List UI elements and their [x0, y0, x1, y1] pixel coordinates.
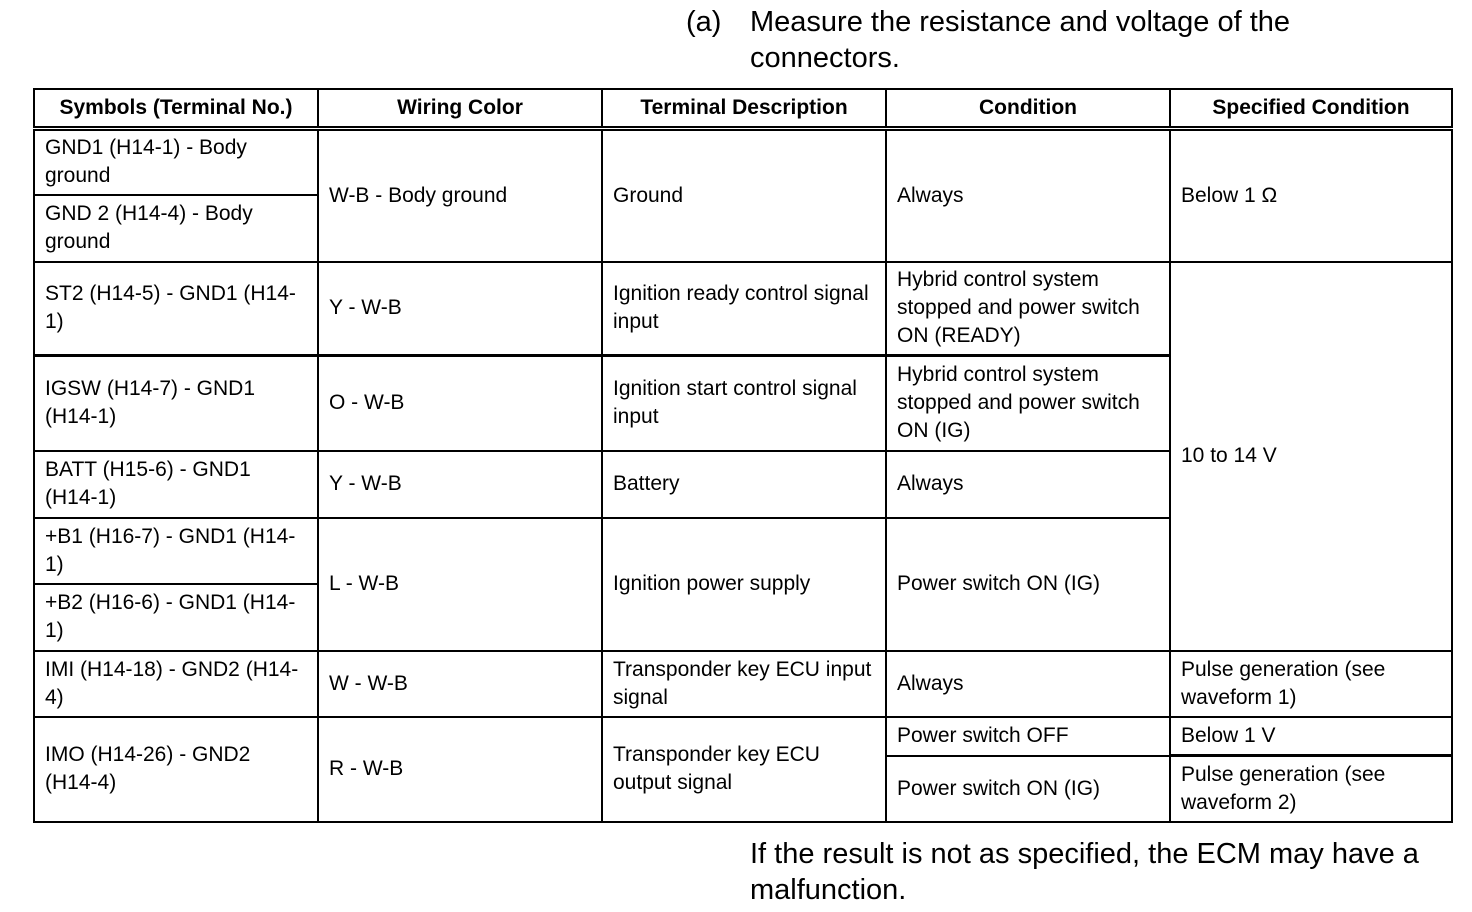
cell-condition: Always — [886, 451, 1170, 518]
cell-description: Ignition power supply — [602, 518, 886, 651]
cell-wiring-color: Y - W-B — [318, 262, 602, 356]
cell-description: Battery — [602, 451, 886, 518]
cell-wiring-color: Y - W-B — [318, 451, 602, 518]
cell-condition: Power switch OFF — [886, 717, 1170, 756]
cell-symbol: +B2 (H16-6) - GND1 (H14-1) — [34, 584, 318, 651]
resistance-voltage-table — [33, 88, 1453, 823]
cell-condition: Hybrid control system stopped and power switch ON (IG) — [886, 356, 1170, 451]
cell-wiring-color: W-B - Body ground — [318, 129, 602, 262]
header-wiring-color: Wiring Color — [318, 89, 602, 129]
cell-description: Transponder key ECU input signal — [602, 651, 886, 717]
cell-symbol: GND 2 (H14-4) - Body ground — [34, 195, 318, 262]
table-row — [34, 717, 1452, 756]
cell-condition: Power switch ON (IG) — [886, 756, 1170, 822]
cell-condition: Always — [886, 651, 1170, 717]
cell-symbol: +B1 (H16-7) - GND1 (H14-1) — [34, 518, 318, 584]
cell-condition: Power switch ON (IG) — [886, 518, 1170, 651]
cell-symbol: ST2 (H14-5) - GND1 (H14-1) — [34, 262, 318, 356]
cell-wiring-color: L - W-B — [318, 518, 602, 651]
cell-description: Transponder key ECU output signal — [602, 717, 886, 822]
cell-spec: Below 1 Ω — [1170, 129, 1452, 262]
cell-wiring-color: R - W-B — [318, 717, 602, 822]
table-header-row — [34, 89, 1452, 129]
footer-note: If the result is not as specified, the ECM may have a malfunction. — [750, 838, 1419, 906]
cell-spec: Below 1 V — [1170, 717, 1452, 756]
step-text: Measure the resistance and voltage of the connectors. — [750, 6, 1291, 74]
cell-spec: Pulse generation (see waveform 1) — [1170, 651, 1452, 717]
step-label: (a) — [686, 6, 722, 38]
cell-symbol: IGSW (H14-7) - GND1 (H14-1) — [34, 356, 318, 451]
cell-symbol: GND1 (H14-1) - Body ground — [34, 129, 318, 195]
cell-condition: Hybrid control system stopped and power switch ON (READY) — [886, 262, 1170, 356]
header-terminal-description: Terminal Description — [602, 89, 886, 129]
cell-symbol: IMI (H14-18) - GND2 (H14-4) — [34, 651, 318, 717]
cell-description: Ignition start control signal input — [602, 356, 886, 451]
header-symbols: Symbols (Terminal No.) — [34, 89, 318, 129]
table-row — [34, 262, 1452, 356]
cell-wiring-color: O - W-B — [318, 356, 602, 451]
table-row — [34, 651, 1452, 717]
cell-description: Ground — [602, 129, 886, 262]
cell-symbol: IMO (H14-26) - GND2 (H14-4) — [34, 717, 318, 822]
cell-spec: Pulse generation (see waveform 2) — [1170, 756, 1452, 822]
cell-spec-voltage: 10 to 14 V — [1170, 262, 1452, 651]
cell-symbol: BATT (H15-6) - GND1 (H14-1) — [34, 451, 318, 518]
cell-wiring-color: W - W-B — [318, 651, 602, 717]
cell-description: Ignition ready control signal input — [602, 262, 886, 356]
cell-condition: Always — [886, 129, 1170, 262]
header-specified-condition: Specified Condition — [1170, 89, 1452, 129]
header-condition: Condition — [886, 89, 1170, 129]
table-row — [34, 129, 1452, 195]
